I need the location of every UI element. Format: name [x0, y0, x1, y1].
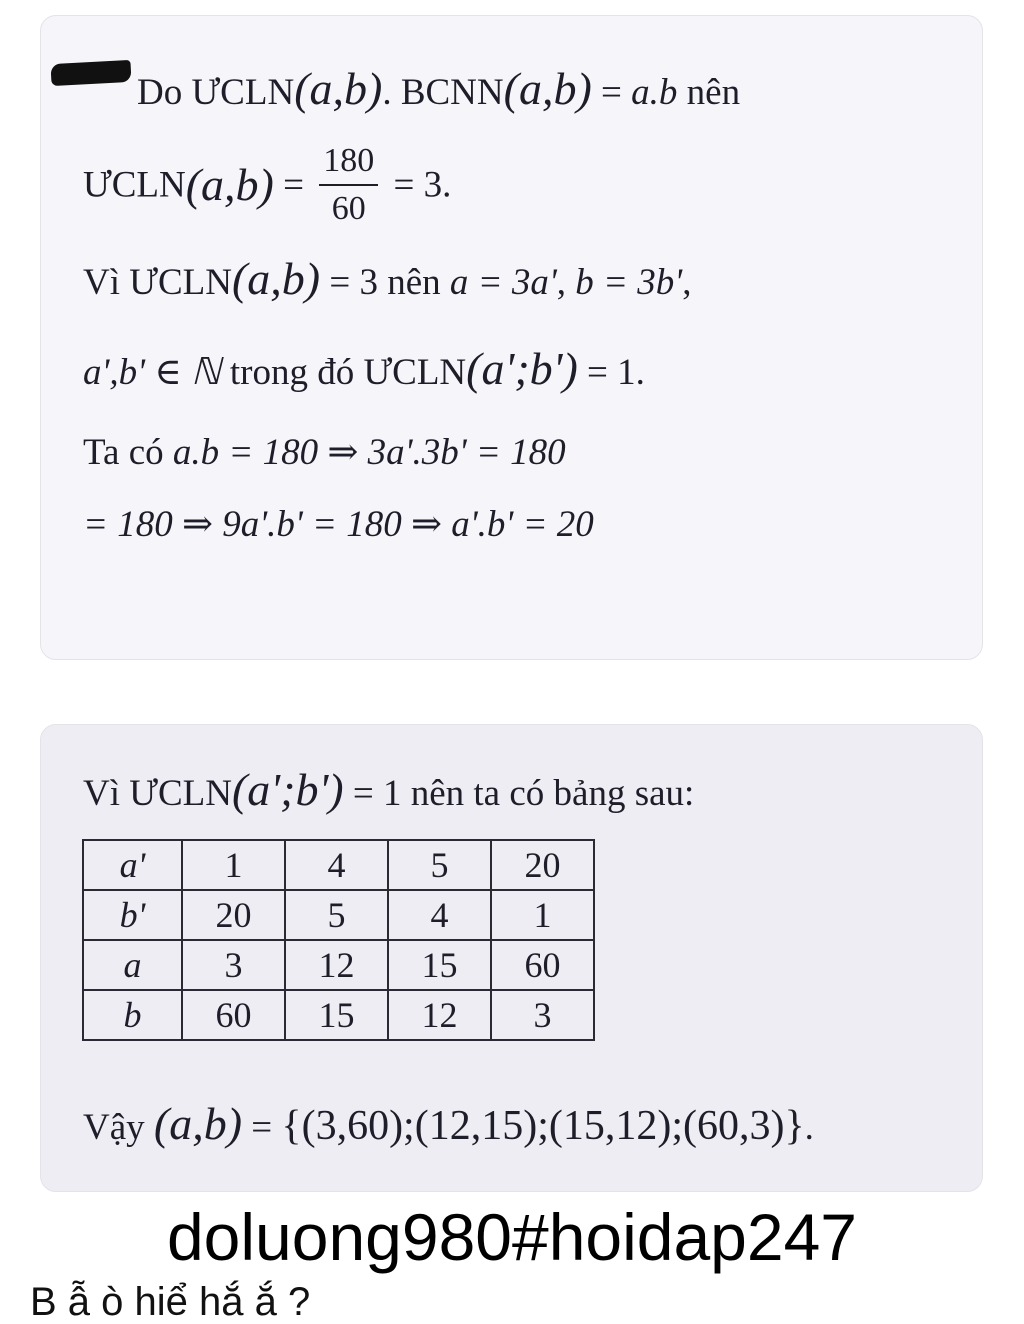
math-line-4: a',b' ∈ ℕ trong đó ƯCLN(a';b') = 1.	[83, 343, 645, 394]
row-label: a'	[83, 840, 182, 890]
table-cell: 15	[285, 990, 388, 1040]
table-cell: 15	[388, 940, 491, 990]
watermark-caption: doluong980#hoidap247	[166, 1200, 858, 1274]
math-line-1: Do ƯCLN(a,b). BCNN(a,b) = a.b nên	[137, 63, 741, 114]
row-label: b'	[83, 890, 182, 940]
solution-card-top	[40, 15, 983, 660]
table-intro: Vì ƯCLN(a';b') = 1 nên ta có bảng sau:	[83, 764, 695, 815]
table-cell: 3	[491, 990, 594, 1040]
table-row	[83, 990, 594, 1040]
table-cell: 4	[388, 890, 491, 940]
math-line-5: Ta có a.b = 180 ⇒ 3a'.3b' = 180	[83, 432, 566, 473]
table-row	[83, 940, 594, 990]
table-cell: 60	[182, 990, 285, 1040]
table-row	[83, 840, 594, 890]
table-row	[83, 890, 594, 940]
fraction: $\frac{180}{60}$	[319, 144, 378, 226]
table-cell: 3	[182, 940, 285, 990]
table-cell: 5	[388, 840, 491, 890]
value-table	[82, 839, 595, 1041]
table-cell: 20	[491, 840, 594, 890]
row-label: b	[83, 990, 182, 1040]
conclusion-line: Vậy (a,b) = {(3,60);(12,15);(15,12);(60,3)}.	[83, 1098, 814, 1149]
redaction-mark	[50, 60, 131, 86]
table-cell: 5	[285, 890, 388, 940]
table-cell: 1	[491, 890, 594, 940]
table-cell: 60	[491, 940, 594, 990]
math-line-2: ƯCLN(a,b) = $\frac{180}{60}$ = 3.	[83, 142, 452, 227]
math-line-6: = 180 ⇒ 9a'.b' = 180 ⇒ a'.b' = 20	[83, 504, 594, 545]
table-cell: 12	[388, 990, 491, 1040]
cutoff-question-text: B ẫ ò hiể hắ ắ ?	[30, 1280, 311, 1324]
math-line-3: Vì ƯCLN(a,b) = 3 nên a = 3a', b = 3b',	[83, 253, 692, 304]
solution-card-bottom	[40, 724, 983, 1192]
table-cell: 12	[285, 940, 388, 990]
table-cell: 20	[182, 890, 285, 940]
row-label: a	[83, 940, 182, 990]
table-cell: 4	[285, 840, 388, 890]
table-cell: 1	[182, 840, 285, 890]
